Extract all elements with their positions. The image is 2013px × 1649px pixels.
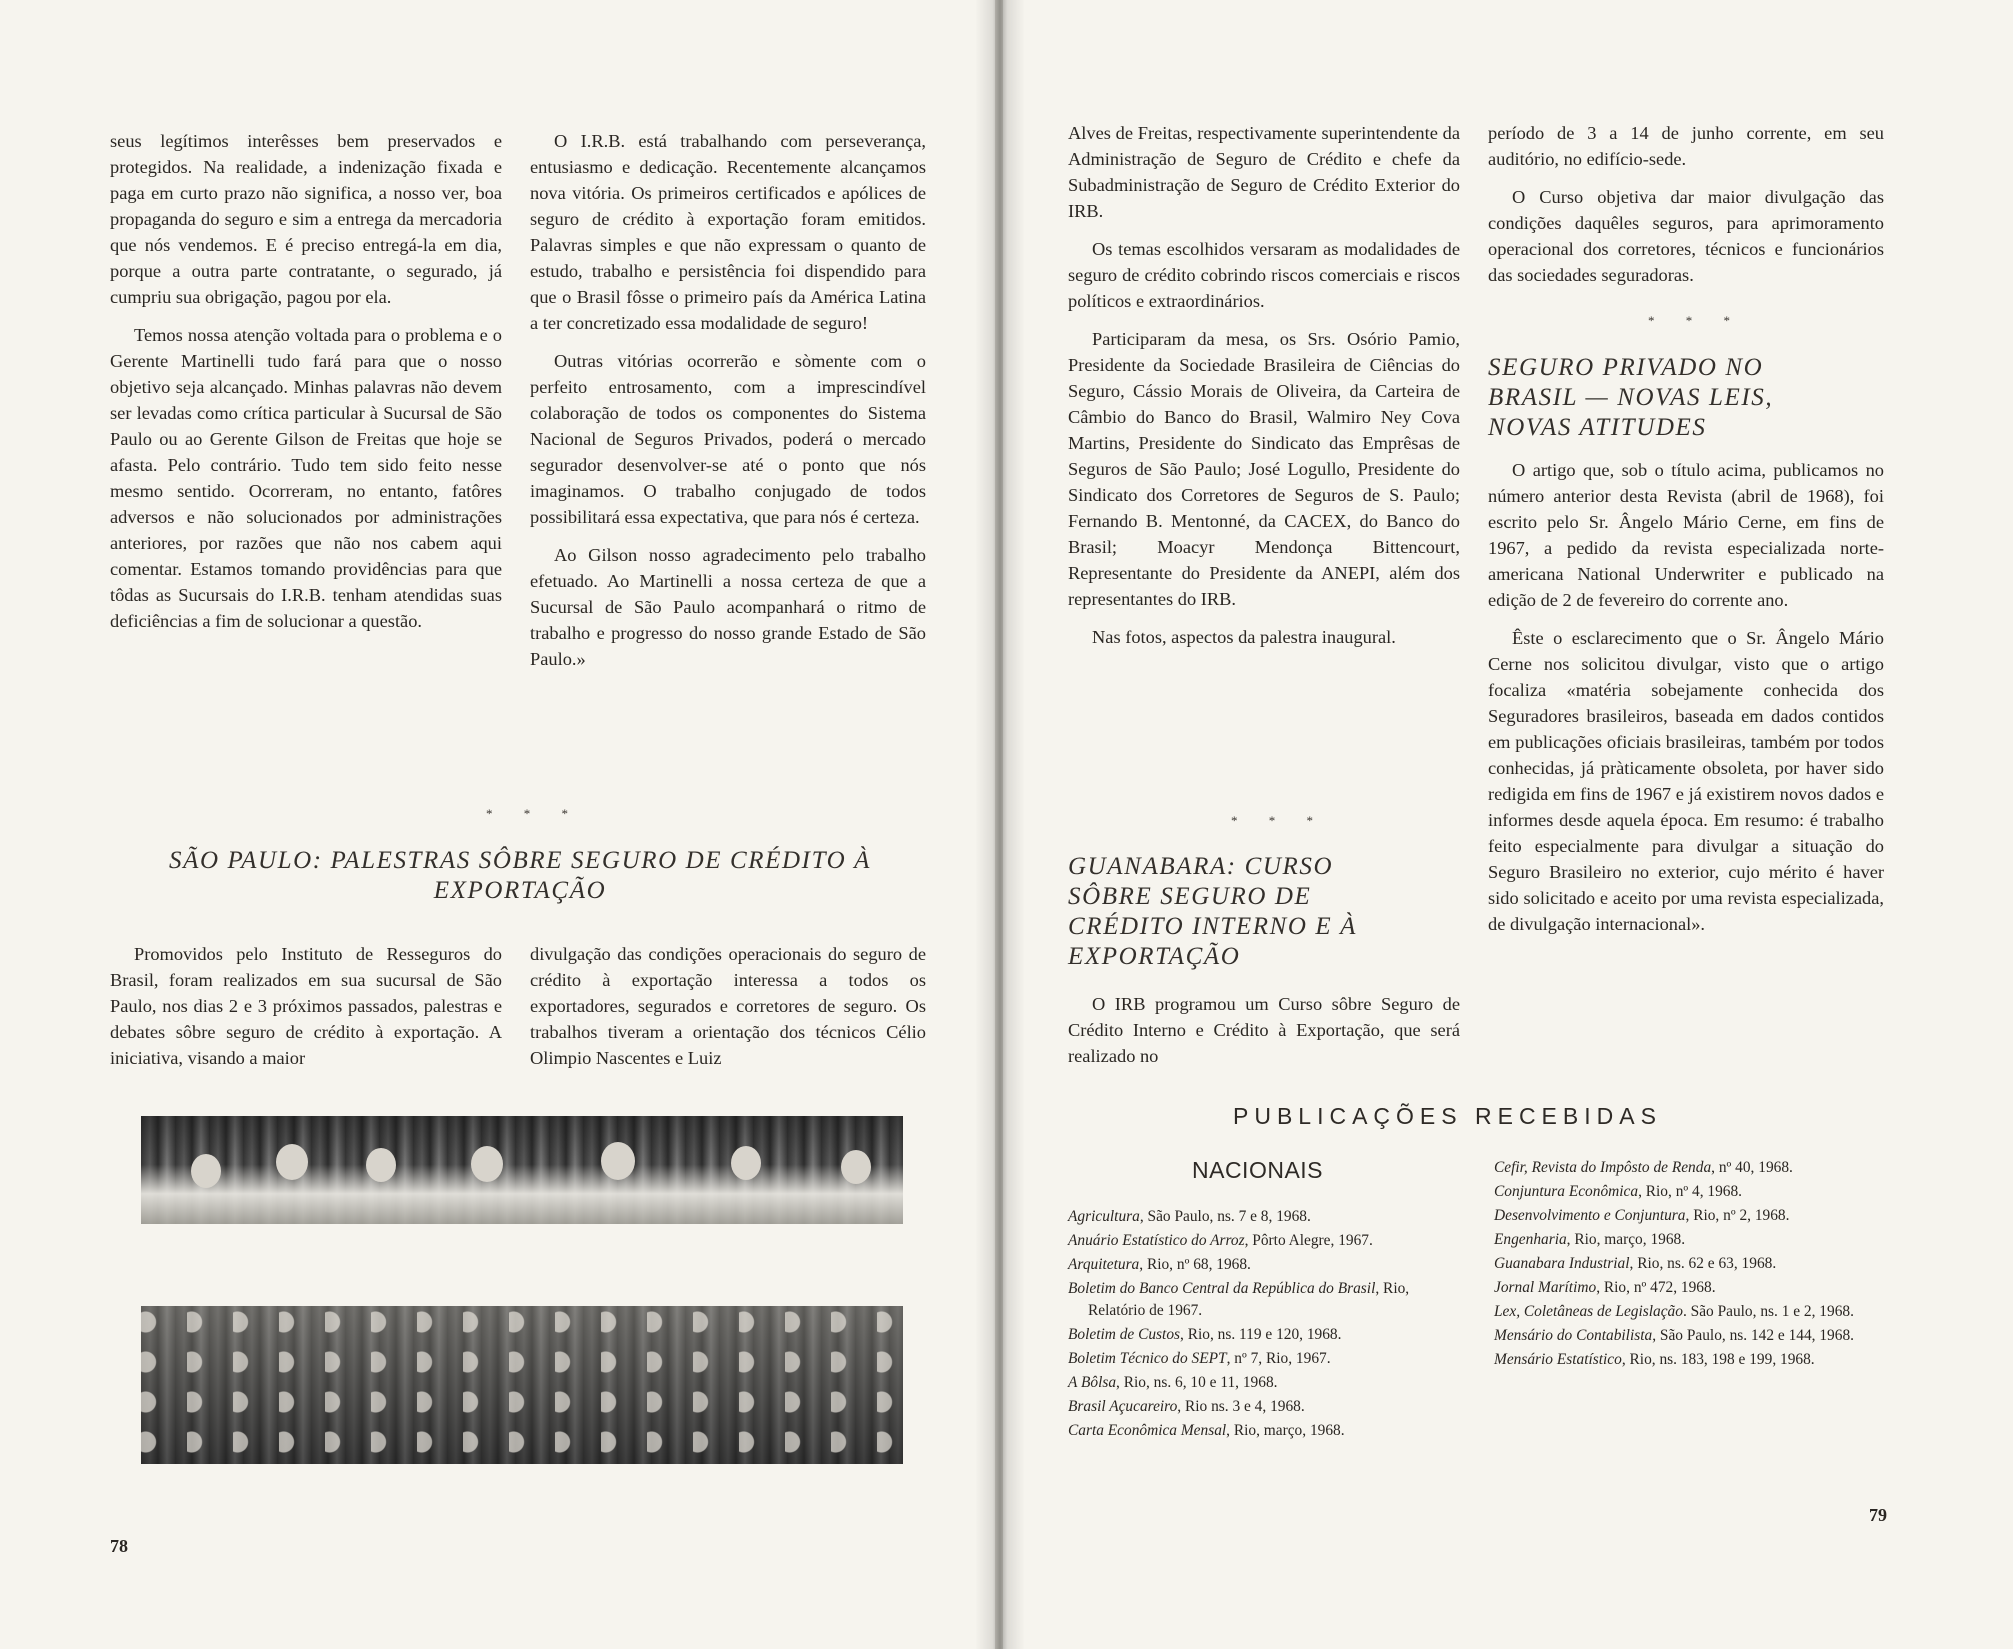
publication-title: Cefir, Revista do Impôsto de Renda: [1494, 1159, 1712, 1176]
publication-title: Boletim do Banco Central da República do Brasil: [1068, 1280, 1376, 1297]
publication-item: [1068, 1372, 1468, 1394]
publication-title: Jornal Marítimo: [1494, 1279, 1597, 1296]
left-column-2: [530, 128, 926, 684]
left-page: [0, 0, 995, 1649]
publication-title: Mensário do Contabilista: [1494, 1327, 1653, 1344]
publication-details: , Rio, ns. 183, 198 e 199, 1968.: [1621, 1351, 1815, 1368]
left-column-3: [110, 941, 502, 1083]
publication-item: [1494, 1229, 1894, 1251]
paragraph: O artigo que, sob o título acima, publicamos no número anterior desta Revista (abril de 1968), foi escrito pelo Sr. Ângelo Mário Cerne, em fins de 1967, a pedido da revista especializada norte-americana National Underwriter e publicado na edição de 2 de fevereiro do corrente ano.: [1488, 460, 1884, 610]
page-number-left: 78: [110, 1536, 128, 1556]
publication-item: [1068, 1420, 1468, 1442]
section-separator: * * *: [1231, 813, 1327, 828]
publication-item: [1494, 1277, 1894, 1299]
publication-details: , Rio, ns. 62 e 63, 1968.: [1629, 1255, 1777, 1272]
publication-title: Brasil Açucareiro: [1068, 1398, 1178, 1415]
publication-title: Engenharia: [1494, 1231, 1567, 1248]
publication-details: , Rio, ns. 6, 10 e 11, 1968.: [1116, 1374, 1278, 1391]
publicacoes-recebidas-title: PUBLICAÇÕES RECEBIDAS: [1233, 1103, 1662, 1129]
publication-details: , Rio, nº 2, 1968.: [1685, 1207, 1790, 1224]
publication-details: , Rio ns. 3 e 4, 1968.: [1177, 1398, 1305, 1415]
publication-details: , Rio, ns. 119 e 120, 1968.: [1180, 1326, 1342, 1343]
left-column-4: [530, 941, 926, 1083]
paragraph: período de 3 a 14 de junho corrente, em seu auditório, no edifício-sede.: [1488, 123, 1884, 169]
paragraph: Outras vitórias ocorrerão e sòmente com o perfeito entrosamento, com a imprescindível colaboração de todos os componentes do Sistema Nacional de Seguros Privados, poderá o mercado segurador desenvolver-se até o ponto que nós imaginamos. O trabalho conjugado de todos possibilitará essa expectativa, que para nós é certeza.: [530, 351, 926, 527]
publication-details: . São Paulo, ns. 1 e 2, 1968.: [1682, 1303, 1854, 1320]
publication-title: Mensário Estatístico: [1494, 1351, 1622, 1368]
nacionais-subheading: NACIONAIS: [1192, 1157, 1324, 1183]
publication-details: , São Paulo, ns. 142 e 144, 1968.: [1652, 1327, 1854, 1344]
paragraph: Alves de Freitas, respectivamente superintendente da Administração de Seguro de Crédito e chefe da Subadministração de Seguro de Crédito Exterior do IRB.: [1068, 123, 1460, 221]
publication-title: A Bôlsa: [1068, 1374, 1117, 1391]
paragraph: O IRB programou um Curso sôbre Seguro de Crédito Interno e Crédito à Exportação, que será realizado no: [1068, 994, 1460, 1066]
publication-item: [1494, 1349, 1894, 1371]
publication-item: [1068, 1348, 1468, 1370]
sao-paulo-heading: SÃO PAULO: PALESTRAS SÔBRE SEGURO DE CRÉDITO À EXPORTAÇÃO: [168, 847, 872, 904]
publication-item: [1068, 1278, 1468, 1322]
page-number-right: 79: [1869, 1505, 1887, 1525]
right-column-1b: [1068, 991, 1460, 1081]
paragraph: Nas fotos, aspectos da palestra inaugural.: [1092, 627, 1396, 647]
publication-title: Conjuntura Econômica: [1494, 1183, 1639, 1200]
section-separator: * * *: [1648, 313, 1744, 328]
paragraph: Ao Gilson nosso agradecimento pelo trabalho efetuado. Ao Martinelli a nossa certeza de que a Sucursal de São Paulo acompanhará o ritmo de trabalho e progresso do nosso grande Estado de São Paulo.»: [530, 545, 926, 669]
publication-item: [1494, 1325, 1894, 1347]
guanabara-heading: GUANABARA: CURSO SÔBRE SEGURO DE CRÉDITO INTERNO E À EXPORTAÇÃO: [1068, 853, 1357, 970]
publications-list-right: [1494, 1157, 1894, 1373]
paragraph: O I.R.B. está trabalhando com perseverança, entusiasmo e dedicação. Recentemente alcançamos nova vitória. Os primeiros certificados e apólices de seguro de crédito à exportação foram emitidos. Palavras simples e que não expressam o quanto de estudo, trabalho e persistência foi dispendido para que o Brasil fôsse o primeiro país da América Latina a ter concretizado essa modalidade de seguro!: [530, 131, 926, 333]
publication-details: , Rio, nº 472, 1968.: [1596, 1279, 1716, 1296]
publication-title: Boletim Técnico do SEPT: [1068, 1350, 1227, 1367]
paragraph: divulgação das condições operacionais do seguro de crédito à exportação interessa a todos os exportadores, segurados e corretores de seguro. Os trabalhos tiveram a orientação dos técnicos Célio Olimpio Nascentes e Luiz: [530, 944, 926, 1068]
seguro-privado-heading: SEGURO PRIVADO NO BRASIL — NOVAS LEIS, NOVAS ATITUDES: [1488, 354, 1774, 441]
publication-title: Guanabara Industrial: [1494, 1255, 1630, 1272]
publication-item: [1494, 1253, 1894, 1275]
publication-item: [1068, 1324, 1468, 1346]
publication-details: , Rio, nº 4, 1968.: [1638, 1183, 1743, 1200]
publication-details: , Rio, Relatório de 1967.: [1088, 1280, 1410, 1319]
publication-details: , nº 7, Rio, 1967.: [1226, 1350, 1331, 1367]
paragraph: Participaram da mesa, os Srs. Osório Pamio, Presidente da Sociedade Brasileira de Ciências do Seguro, Cássio Morais de Oliveira, da Carteira de Câmbio do Banco do Brasil, Walmiro Ney Cova Martins, Presidente do Sindicato das Emprêsas de Seguros de São Paulo; José Logullo, Presidente do Sindicato dos Corretores de Seguros de S. Paulo; Fernando B. Mentonné, da CACEX, do Banco do Brasil; Moacyr Mendonça Bittencourt, Representante do Presidente da ANEPI, além dos representantes do IRB.: [1068, 329, 1460, 609]
publications-list-left: [1068, 1206, 1468, 1444]
left-column-1: [110, 128, 502, 646]
paragraph: Promovidos pelo Instituto de Resseguros do Brasil, foram realizados em sua sucursal de São Paulo, nos dias 2 e 3 próximos passados, palestras e debates sôbre seguro de crédito à exportação. A iniciativa, visando a maior: [110, 944, 502, 1068]
publication-title: Agricultura: [1068, 1208, 1140, 1225]
publication-title: Anuário Estatístico do Arroz: [1068, 1232, 1245, 1249]
paragraph: Os temas escolhidos versaram as modalidades de seguro de crédito cobrindo riscos comerciais e riscos políticos e extraordinários.: [1068, 239, 1460, 311]
publication-details: , nº 40, 1968.: [1711, 1159, 1793, 1176]
right-column-2b: [1488, 457, 1884, 949]
publication-item: [1494, 1157, 1894, 1179]
publication-item: [1068, 1230, 1468, 1252]
publication-title: Arquitetura: [1068, 1256, 1140, 1273]
publication-details: , Pôrto Alegre, 1967.: [1244, 1232, 1373, 1249]
publication-details: , Rio, março, 1968.: [1566, 1231, 1686, 1248]
publication-item: [1494, 1181, 1894, 1203]
paragraph: Êste o esclarecimento que o Sr. Ângelo Mário Cerne nos solicitou divulgar, visto que o artigo focaliza «matéria sobejamente conhecida dos Seguradores brasileiros, baseada em dados contidos em publicações oficiais brasileiras, também por todos conhecidas, já pràticamente obsoleta, por haver sido redigida em fins de 1967 e já existirem novos dados e informes desde aquela época. Em resumo: é trabalho feito especialmente para divulgar a situação do Seguro Brasileiro no exterior, cujo mérito é haver sido solicitado e aceito por uma revista especializada, de divulgação internacional».: [1488, 628, 1884, 934]
book-gutter: [975, 0, 1025, 1649]
publication-item: [1068, 1254, 1468, 1276]
publication-item: [1068, 1206, 1468, 1228]
right-column-2: [1488, 120, 1884, 300]
publication-title: Boletim de Custos: [1068, 1326, 1181, 1343]
photo-panel-table: [141, 1116, 903, 1224]
publication-details: , Rio, março, 1968.: [1226, 1422, 1345, 1439]
publication-title: Desenvolvimento e Conjuntura: [1494, 1207, 1686, 1224]
section-separator: * * *: [486, 806, 582, 821]
publication-details: , São Paulo, ns. 7 e 8, 1968.: [1139, 1208, 1311, 1225]
publication-details: , Rio, nº 68, 1968.: [1139, 1256, 1251, 1273]
publication-item: [1494, 1301, 1894, 1323]
paragraph: O Curso objetiva dar maior divulgação das condições daquêles seguros, para aprimoramento operacional dos corretores, técnicos e funcionários das sociedades seguradoras.: [1488, 187, 1884, 285]
publication-title: Lex, Coletâneas de Legislação: [1494, 1303, 1683, 1320]
paragraph: seus legítimos interêsses bem preservados e protegidos. Na realidade, a indenização fixada e paga em curto prazo não significa, a nosso ver, boa propaganda do seguro e sim a entrega da mercadoria que nós vendemos. E é preciso entregá-la em dia, porque a outra parte contratante, o segurado, já cumpriu sua obrigação, pagou por ela.: [110, 131, 502, 307]
photo-audience: [141, 1306, 903, 1464]
publication-title: Carta Econômica Mensal: [1068, 1422, 1227, 1439]
paragraph: Temos nossa atenção voltada para o problema e o Gerente Martinelli tudo fará para que o nosso objetivo seja alcançado. Minhas palavras não devem ser levadas como crítica particular à Sucursal de São Paulo ou ao Gerente Gilson de Freitas que hoje se afasta. Pelo contrário. Tudo tem sido feito nesse mesmo sentido. Ocorreram, no entanto, fatôres adversos e não solucionados por administrações anteriores, por razões que não nos cabem aqui comentar. Estamos tomando providências para que tôdas as Sucursais do I.R.B. tenham atendidas suas deficiências a fim de solucionar a questão.: [110, 325, 502, 631]
right-column-1: [1068, 120, 1460, 662]
publication-item: [1494, 1205, 1894, 1227]
publication-item: [1068, 1396, 1468, 1418]
